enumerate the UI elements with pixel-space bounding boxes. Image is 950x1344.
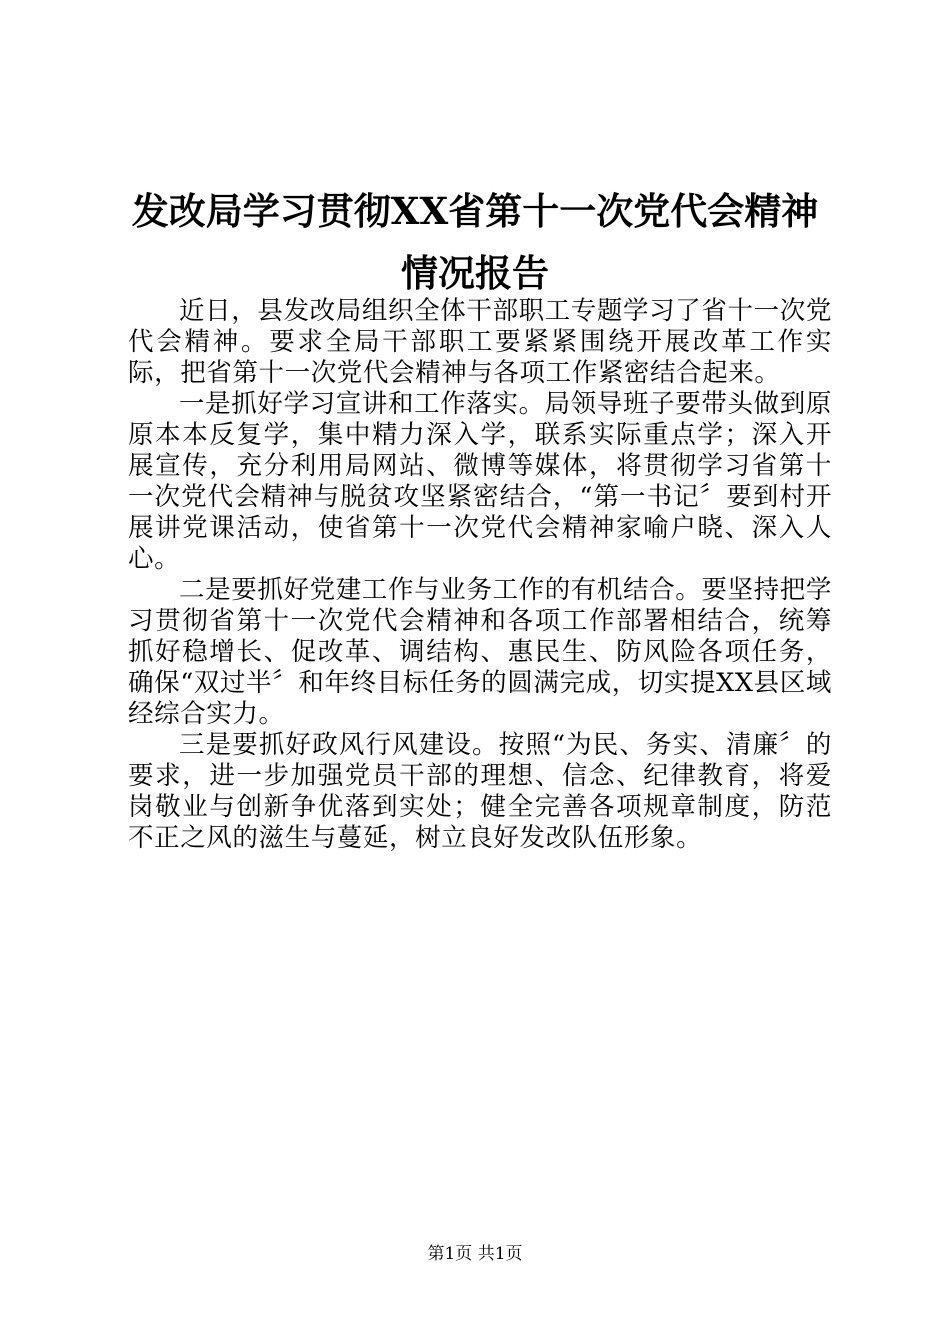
paragraph-intro: 近日，县发改局组织全体干部职工专题学习了省十一次党代会精神。要求全局干部职工要紧紧围绕开展改革工作实际，把省第十一次党代会精神与各项工作紧密结合起来。 — [128, 296, 832, 388]
paragraph-point-three: 三是要抓好政风行风建设。按照“为民、务实、清廉〞的要求，进一步加强党员干部的理想、信念、纪律教育，将爱岗敬业与创新争优落到实处；健全完善各项规章制度，防范不正之风的滋生与蔓延，树立良好发改队伍形象。 — [128, 730, 832, 853]
document-title: 发改局学习贯彻XX省第十一次党代会精神情况报告 — [131, 189, 819, 295]
paragraph-point-one: 一是抓好学习宣讲和工作落实。局领导班子要带头做到原原本本反复学，集中精力深入学，联系实际重点学；深入开展宣传，充分利用局网站、微博等媒体，将贯彻学习省第十一次党代会精神与脱贫攻坚紧密结合，“第一书记〞要到村开展讲党课活动，使省第十一次党代会精神家喻户晓、深入人心。 — [128, 389, 832, 574]
paragraph-point-two: 二是要抓好党建工作与业务工作的有机结合。要坚持把学习贯彻省第十一次党代会精神和各项工作部署相结合，统筹抓好稳增长、促改革、调结构、惠民生、防风险各项任务，确保“双过半〞和年终目标任务的圆满完成，切实提XX县区域经综合实力。 — [128, 575, 832, 729]
document-body — [128, 296, 832, 854]
page-footer: 第1页 共1页 — [427, 1244, 523, 1264]
